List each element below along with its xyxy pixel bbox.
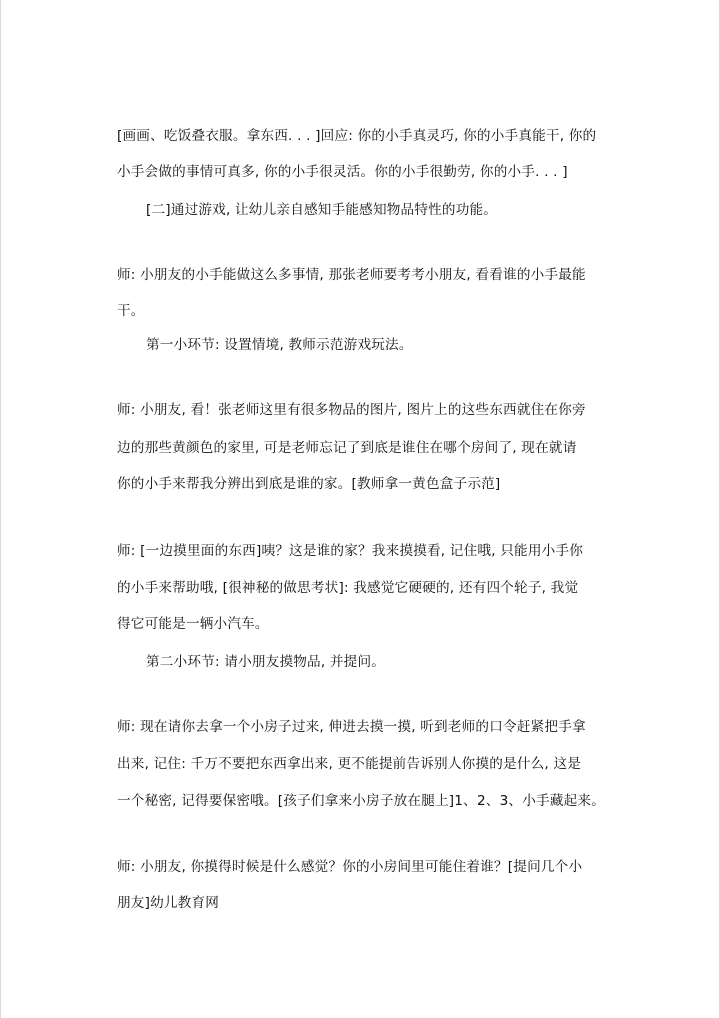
text-line: 师: [一边摸里面的东西]咦？这是谁的家？我来摸摸看, 记住哦, 只能用小手你: [117, 543, 583, 559]
subsection-heading: 第一小环节: 设置情境, 教师示范游戏玩法。: [146, 337, 413, 353]
text-line: 朋友]幼儿教育网: [117, 895, 220, 911]
text-line: 一个秘密, 记得要保密哦。[孩子们拿来小房子放在腿上]1、2、3、小手藏起来。: [117, 793, 605, 809]
text-line: 的小手来帮助哦, [很神秘的做思考状]: 我感觉它硬硬的, 还有四个轮子, 我觉: [117, 580, 579, 596]
text-line: 干。: [117, 303, 145, 319]
subsection-heading: 第二小环节: 请小朋友摸物品, 并提问。: [146, 654, 386, 670]
text-line: 边的那些黄颜色的家里, 可是老师忘记了到底是谁住在哪个房间了, 现在就请: [117, 440, 577, 456]
text-line: [画画、吃饭叠衣服。拿东西. . . ]回应: 你的小手真灵巧, 你的小手真能干, 你的: [117, 128, 597, 144]
section-heading: [二]通过游戏, 让幼儿亲自感知手能感知物品特性的功能。: [146, 202, 498, 218]
text-line: 师: 小朋友, 你摸得时候是什么感觉？你的小房间里可能住着谁？[提问几个小: [117, 859, 583, 875]
text-line: 师: 小朋友, 看！张老师这里有很多物品的图片, 图片上的这些东西就住在你旁: [117, 402, 586, 418]
text-line: 师: 小朋友的小手能做这么多事情, 那张老师要考考小朋友, 看看谁的小手最能: [117, 267, 586, 283]
text-line: 出来, 记住: 千万不要把东西拿出来, 更不能提前告诉别人你摸的是什么, 这是: [117, 756, 582, 772]
text-line: 得它可能是一辆小汽车。: [117, 616, 269, 632]
text-line: 小手会做的事情可真多, 你的小手很灵活。你的小手很勤劳, 你的小手. . . ]: [117, 164, 568, 180]
text-line: 师: 现在请你去拿一个小房子过来, 伸进去摸一摸, 听到老师的口令赶紧把手拿: [117, 719, 586, 735]
text-line: 你的小手来帮我分辨出到底是谁的家。[教师拿一黄色盒子示范]: [117, 476, 501, 492]
